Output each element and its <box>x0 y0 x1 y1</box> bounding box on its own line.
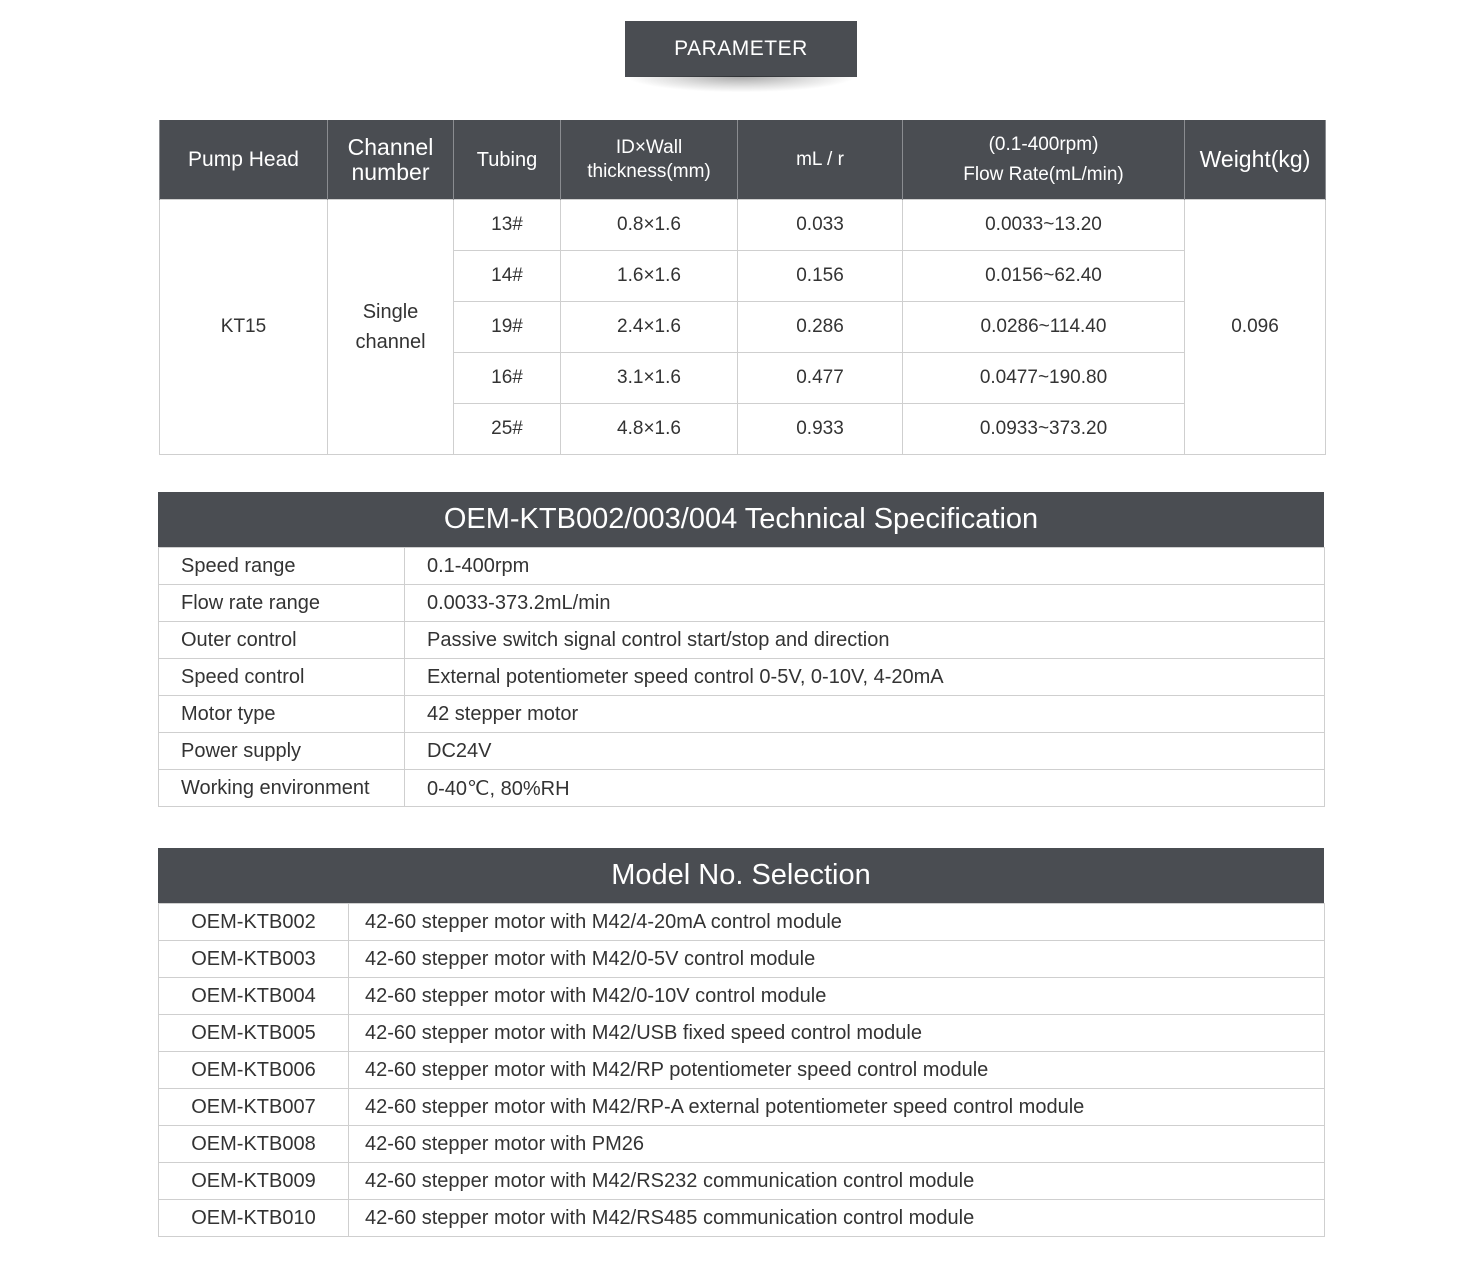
model-description: 42-60 stepper motor with M42/RS232 communication control module <box>349 1163 1325 1200</box>
table-row <box>159 1089 1325 1126</box>
spec-label: Working environment <box>159 770 405 807</box>
tubing-cell: 19# <box>454 302 561 353</box>
table-row <box>159 1200 1325 1237</box>
tech-spec-table <box>158 547 1325 807</box>
table-row <box>159 1052 1325 1089</box>
table-row <box>159 622 1325 659</box>
tubing-cell: 16# <box>454 353 561 404</box>
header-ml-per-rev: mL / r <box>738 120 903 200</box>
spec-value: 0.0033-373.2mL/min <box>405 585 1325 622</box>
table-row <box>159 770 1325 807</box>
model-description: 42-60 stepper motor with M42/USB fixed speed control module <box>349 1015 1325 1052</box>
ml-cell: 0.286 <box>738 302 903 353</box>
model-number: OEM-KTB009 <box>159 1163 349 1200</box>
model-selection-table <box>158 903 1325 1237</box>
model-number: OEM-KTB004 <box>159 978 349 1015</box>
spec-value: 0.1-400rpm <box>405 548 1325 585</box>
tubing-cell: 13# <box>454 200 561 251</box>
table-row <box>159 904 1325 941</box>
model-description: 42-60 stepper motor with M42/RS485 communication control module <box>349 1200 1325 1237</box>
spec-value: DC24V <box>405 733 1325 770</box>
pump-head-cell: KT15 <box>160 200 328 455</box>
model-description: 42-60 stepper motor with M42/RP potentiometer speed control module <box>349 1052 1325 1089</box>
spec-value: 42 stepper motor <box>405 696 1325 733</box>
flow-cell: 0.0933~373.20 <box>903 404 1185 455</box>
flow-cell: 0.0477~190.80 <box>903 353 1185 404</box>
spec-value: External potentiometer speed control 0-5V, 0-10V, 4-20mA <box>405 659 1325 696</box>
model-description: 42-60 stepper motor with M42/RP-A external potentiometer speed control module <box>349 1089 1325 1126</box>
model-number: OEM-KTB007 <box>159 1089 349 1126</box>
model-number: OEM-KTB010 <box>159 1200 349 1237</box>
header-tubing: Tubing <box>454 120 561 200</box>
parameter-badge <box>625 21 857 77</box>
parameter-badge-shadow <box>628 76 854 92</box>
spec-value: Passive switch signal control start/stop and direction <box>405 622 1325 659</box>
flow-cell: 0.0033~13.20 <box>903 200 1185 251</box>
table-row <box>159 1163 1325 1200</box>
parameter-header-row <box>160 120 1326 200</box>
size-cell: 2.4×1.6 <box>561 302 738 353</box>
model-number: OEM-KTB006 <box>159 1052 349 1089</box>
ml-cell: 0.156 <box>738 251 903 302</box>
header-flow-rate: (0.1-400rpm) Flow Rate(mL/min) <box>903 120 1185 200</box>
spec-label: Outer control <box>159 622 405 659</box>
flow-cell: 0.0286~114.40 <box>903 302 1185 353</box>
table-row <box>159 659 1325 696</box>
table-row <box>159 733 1325 770</box>
table-row <box>159 696 1325 733</box>
model-number: OEM-KTB003 <box>159 941 349 978</box>
model-description: 42-60 stepper motor with M42/0-5V control module <box>349 941 1325 978</box>
parameter-table <box>159 120 1326 455</box>
table-row <box>159 941 1325 978</box>
model-description: 42-60 stepper motor with PM26 <box>349 1126 1325 1163</box>
table-row <box>159 1126 1325 1163</box>
channel-cell: Single channel <box>328 200 454 455</box>
table-row <box>159 585 1325 622</box>
ml-cell: 0.933 <box>738 404 903 455</box>
spec-label: Speed control <box>159 659 405 696</box>
size-cell: 0.8×1.6 <box>561 200 738 251</box>
header-id-wall: ID×Wall thickness(mm) <box>561 120 738 200</box>
table-row <box>159 548 1325 585</box>
size-cell: 1.6×1.6 <box>561 251 738 302</box>
header-channel-number: Channel number <box>328 120 454 200</box>
header-weight: Weight(kg) <box>1185 120 1326 200</box>
model-selection-title: Model No. Selection <box>158 848 1324 903</box>
header-pump-head: Pump Head <box>160 120 328 200</box>
table-row <box>159 1015 1325 1052</box>
ml-cell: 0.033 <box>738 200 903 251</box>
size-cell: 4.8×1.6 <box>561 404 738 455</box>
model-description: 42-60 stepper motor with M42/0-10V control module <box>349 978 1325 1015</box>
table-row <box>159 978 1325 1015</box>
spec-label: Speed range <box>159 548 405 585</box>
flow-cell: 0.0156~62.40 <box>903 251 1185 302</box>
model-number: OEM-KTB005 <box>159 1015 349 1052</box>
model-number: OEM-KTB002 <box>159 904 349 941</box>
size-cell: 3.1×1.6 <box>561 353 738 404</box>
spec-label: Power supply <box>159 733 405 770</box>
ml-cell: 0.477 <box>738 353 903 404</box>
spec-value: 0-40℃, 80%RH <box>405 770 1325 807</box>
spec-label: Motor type <box>159 696 405 733</box>
table-row <box>160 200 1326 251</box>
model-number: OEM-KTB008 <box>159 1126 349 1163</box>
spec-label: Flow rate range <box>159 585 405 622</box>
weight-cell: 0.096 <box>1185 200 1326 455</box>
parameter-badge-label: PARAMETER <box>674 37 808 60</box>
tech-spec-title: OEM-KTB002/003/004 Technical Specification <box>158 492 1324 547</box>
model-description: 42-60 stepper motor with M42/4-20mA control module <box>349 904 1325 941</box>
tubing-cell: 25# <box>454 404 561 455</box>
tubing-cell: 14# <box>454 251 561 302</box>
